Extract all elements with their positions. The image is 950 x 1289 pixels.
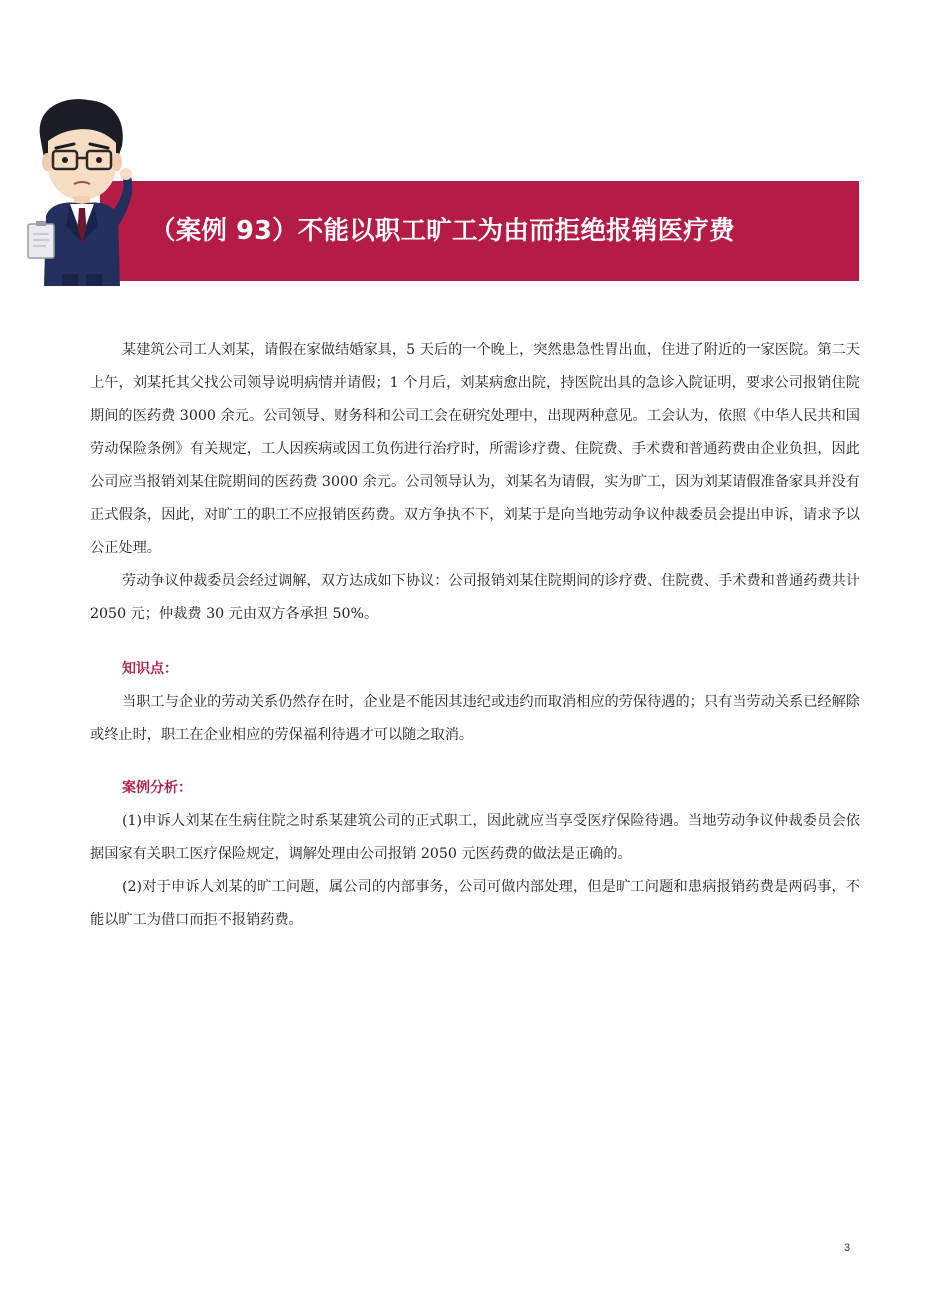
knowledge-text: 当职工与企业的劳动关系仍然存在时，企业是不能因其违纪或违约而取消相应的劳保待遇的；只有当劳动关系已经解除或终止时，职工在企业相应的劳保福利待遇才可以随之取消。 bbox=[90, 694, 860, 743]
document-body bbox=[90, 334, 860, 937]
businessman-mascot-icon bbox=[26, 96, 136, 286]
analysis-item: (2)对于申诉人刘某的旷工问题，属公司的内部事务，公司可做内部处理，但是旷工问题和患病报销药费是两码事，不能以旷工为借口而拒不报销药费。 bbox=[90, 879, 860, 928]
page-title: （案例 93）不能以职工旷工为由而拒绝报销医疗费 bbox=[150, 216, 735, 246]
case-paragraph: 某建筑公司工人刘某，请假在家做结婚家具，5 天后的一个晚上，突然患急性胃出血，住进了附近的一家医院。第二天上午，刘某托其父找公司领导说明病情并请假；1 个月后，刘某病愈出院，持医院出具的急诊入院证明，要求公司报销住院期间的医药费 3000 余元。公司领导、财务科和公司工会在研究处理中，出现两种意见。工会认为，依照《中华人民共和国劳动保险条例》有关规定，工人因疾病或因工负伤进行治疗时，所需诊疗费、住院费、手术费和普通药费由企业负担，因此公司应当报销刘某住院期间的医药费 3000 余元。公司领导认为，刘某名为请假，实为旷工，因为刘某请假准备家具并没有正式假条，因此，对旷工的职工不应报销医药费。双方争执不下，刘某于是向当地劳动争议仲裁委员会提出申诉，请求予以公正处理。 bbox=[90, 342, 860, 556]
analysis-heading: 案例分析： bbox=[122, 780, 192, 796]
analysis-item: (1)申诉人刘某在生病住院之时系某建筑公司的正式职工，因此就应当享受医疗保险待遇。当地劳动争议仲裁委员会依据国家有关职工医疗保险规定，调解处理由公司报销 2050 元医药费的做法是正确的。 bbox=[90, 813, 860, 862]
case-paragraph: 劳动争议仲裁委员会经过调解，双方达成如下协议：公司报销刘某住院期间的诊疗费、住院费、手术费和普通药费共计 2050 元；仲裁费 30 元由双方各承担 50%。 bbox=[90, 573, 860, 622]
page-number: 3 bbox=[844, 1242, 851, 1254]
knowledge-heading: 知识点： bbox=[122, 661, 178, 677]
